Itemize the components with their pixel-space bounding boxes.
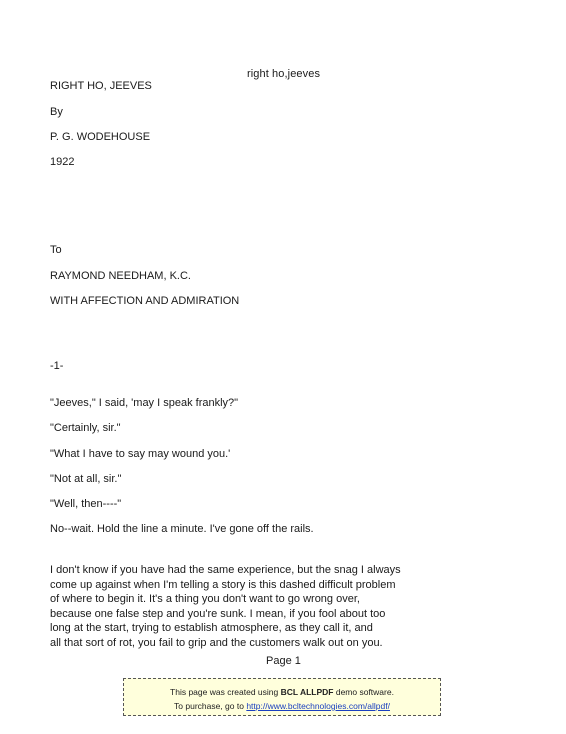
page-number: Page 1 [266, 655, 301, 667]
chapter-number: -1- [50, 360, 64, 372]
dialogue-line: "Certainly, sir." [50, 422, 121, 434]
paragraph-line: of where to begin it. It's a thing you don't want to go wrong over, [50, 593, 360, 606]
dedicatee-name: RAYMOND NEEDHAM, K.C. [50, 270, 191, 282]
dialogue-line: "Not at all, sir." [50, 473, 122, 485]
demo-notice-suffix: demo software. [333, 687, 394, 697]
body-paragraph [50, 563, 420, 651]
dialogue-line: "Jeeves," I said, 'may I speak frankly?" [50, 397, 239, 409]
purchase-link[interactable]: http://www.bcltechnologies.com/allpdf/ [246, 701, 390, 711]
purchase-prefix: To purchase, go to [174, 701, 247, 711]
dedication-text: WITH AFFECTION AND ADMIRATION [50, 295, 240, 307]
paragraph-line: I don't know if you have had the same experience, but the snag I always [50, 564, 401, 576]
paragraph-line: come up against when I'm telling a story is this dashed difficult problem [50, 578, 396, 591]
paragraph-line: all that sort of rot, you fail to grip and the customers walk out on you. [50, 636, 383, 649]
demo-notice-brand: BCL ALLPDF [280, 687, 334, 697]
demo-notice-line-2 [124, 699, 440, 713]
paragraph-line: long at the start, trying to establish atmosphere, as they call it, and [50, 622, 373, 635]
publication-year: 1922 [50, 156, 75, 168]
narration-line: No--wait. Hold the line a minute. I've gone off the rails. [50, 523, 314, 535]
dedication-to: To [50, 244, 62, 256]
author-name: P. G. WODEHOUSE [50, 131, 151, 143]
demo-notice-prefix: This page was created using [170, 687, 281, 697]
demo-notice-line-1 [124, 685, 440, 699]
book-title: RIGHT HO, JEEVES [50, 80, 152, 92]
running-header: right ho,jeeves [247, 68, 321, 80]
paragraph-line: because one false step and you're sunk. I mean, if you fool about too [50, 607, 386, 620]
demo-watermark-notice [123, 678, 441, 716]
dialogue-line: "Well, then----" [50, 498, 122, 510]
byline-label: By [50, 106, 63, 118]
dialogue-line: "What I have to say may wound you.' [50, 448, 231, 460]
